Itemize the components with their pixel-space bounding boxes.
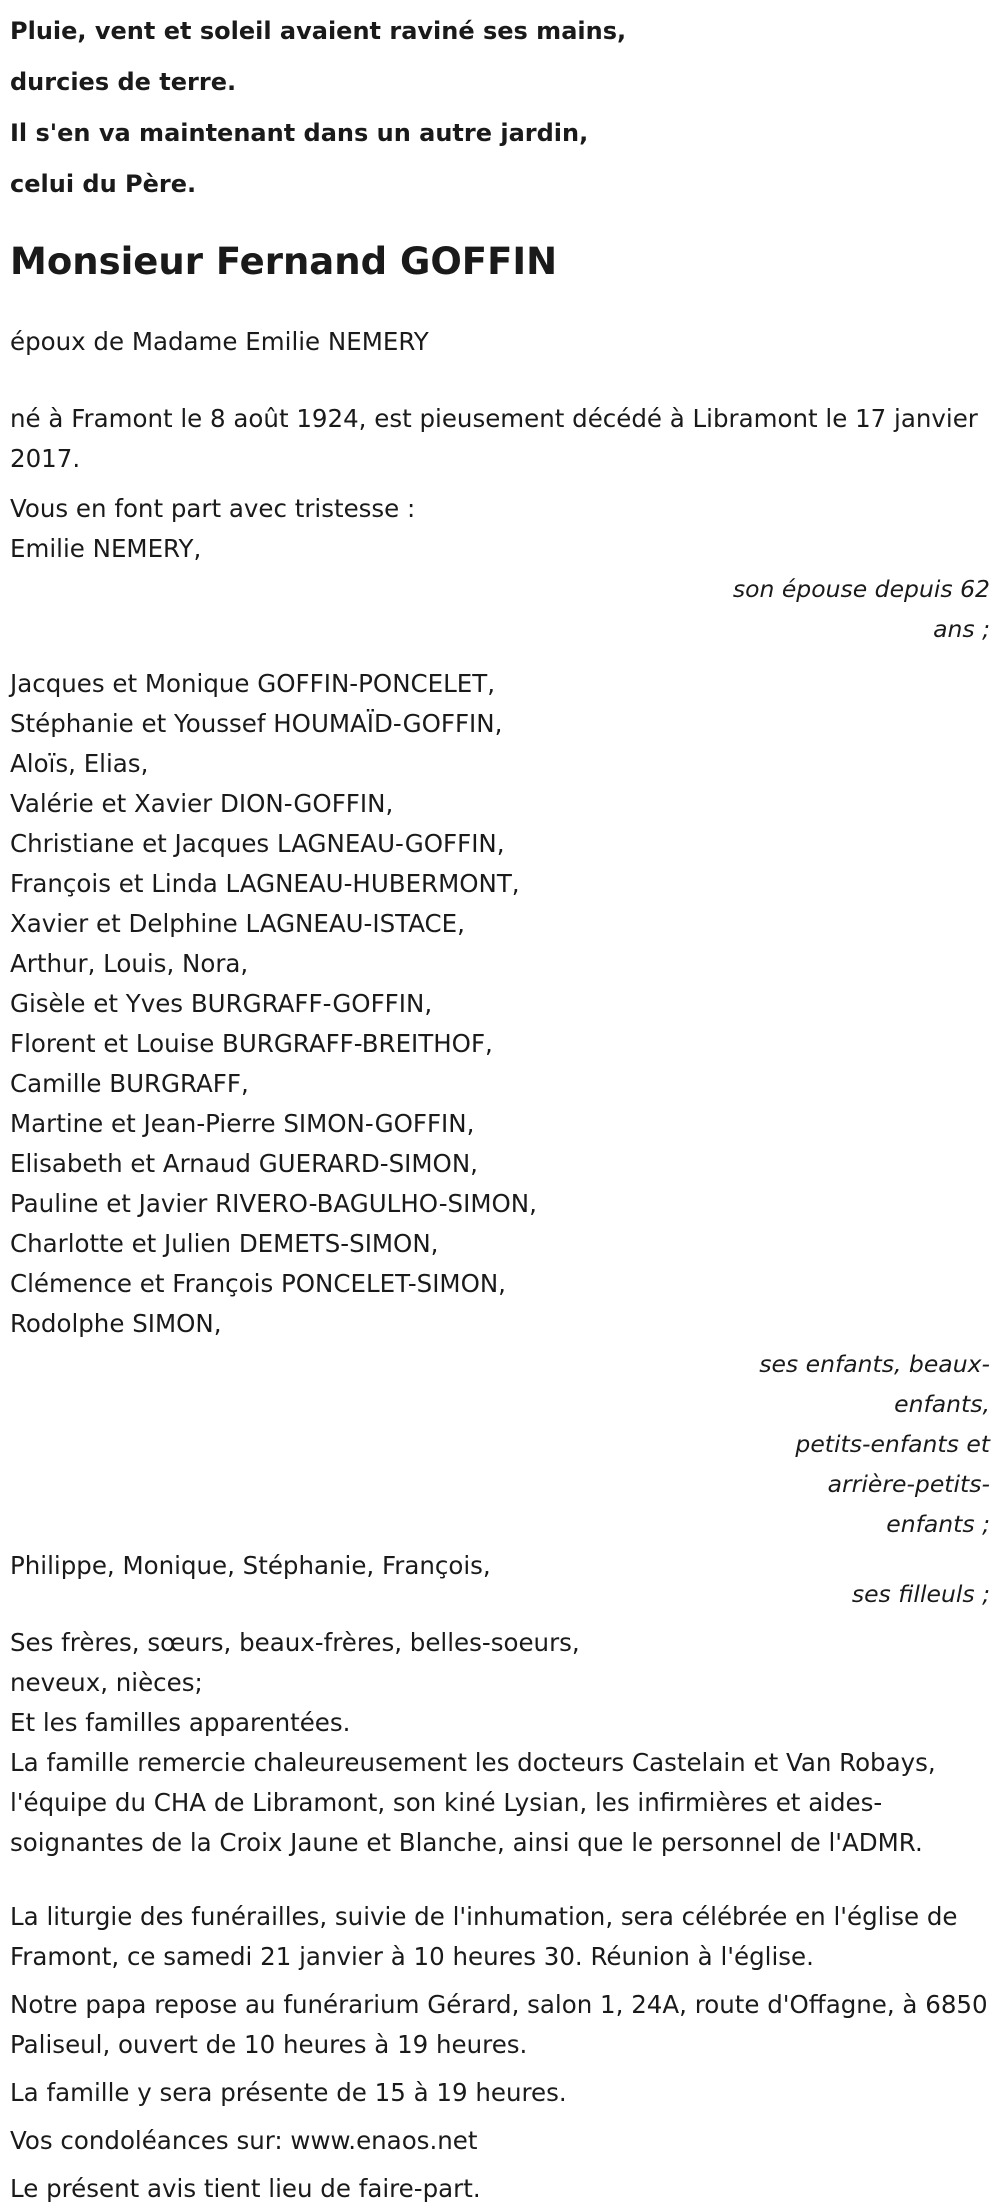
children-relation-line: enfants ; <box>886 1510 990 1538</box>
presence-paragraph: La famille y sera présente de 15 à 19 heures. <box>10 2078 567 2107</box>
children-relation-line: arrière-petits- <box>827 1470 990 1498</box>
godchildren-names: Philippe, Monique, Stéphanie, François, <box>10 1551 491 1580</box>
spouse-relation: son épouse depuis 62 ans ; <box>732 575 990 643</box>
poem-line: Pluie, vent et soleil avaient raviné ses mains, <box>10 17 627 45</box>
family-member: Arthur, Louis, Nora, <box>10 949 249 978</box>
children-relation <box>730 1344 990 1544</box>
family-list <box>10 664 990 1344</box>
deceased-name: Monsieur Fernand GOFFIN <box>10 240 558 283</box>
birth-death-line: né à Framont le 8 août 1924, est pieusement décédé à Libramont le 17 janvier 2017. <box>10 404 978 473</box>
poem <box>10 0 990 210</box>
children-relation-line: petits-enfants et <box>795 1430 990 1458</box>
family-member: Pauline et Javier RIVERO-BAGULHO-SIMON, <box>10 1189 537 1218</box>
family-member: Clémence et François PONCELET-SIMON, <box>10 1269 506 1298</box>
rest-paragraph: Notre papa repose au funérarium Gérard, salon 1, 24A, route d'Offagne, à 6850 Paliseul, ouvert de 10 heures à 19 heures. <box>10 1990 988 2059</box>
family-member: Valérie et Xavier DION-GOFFIN, <box>10 789 394 818</box>
siblings-block <box>10 1623 990 1743</box>
spouse-name: Emilie NEMERY, <box>10 534 202 563</box>
siblings-line: Ses frères, sœurs, beaux-frères, belles-soeurs, <box>10 1628 580 1657</box>
notice-paragraph: Le présent avis tient lieu de faire-part. <box>10 2174 481 2203</box>
godchildren-relation: ses filleuls ; <box>851 1580 990 1608</box>
poem-line: durcies de terre. <box>10 68 237 96</box>
family-member: Florent et Louise BURGRAFF-BREITHOF, <box>10 1029 493 1058</box>
family-member: Charlotte et Julien DEMETS-SIMON, <box>10 1229 439 1258</box>
family-member: Martine et Jean-Pierre SIMON-GOFFIN, <box>10 1109 475 1138</box>
poem-line: Il s'en va maintenant dans un autre jardin, <box>10 119 589 147</box>
family-member: Rodolphe SIMON, <box>10 1309 222 1338</box>
family-member: Aloïs, Elias, <box>10 749 149 778</box>
family-member: Xavier et Delphine LAGNEAU-ISTACE, <box>10 909 465 938</box>
family-member: Elisabeth et Arnaud GUERARD-SIMON, <box>10 1149 478 1178</box>
announcement-lead: Vous en font part avec tristesse : <box>10 494 416 523</box>
siblings-line: Et les familles apparentées. <box>10 1708 351 1737</box>
children-relation-line: ses enfants, beaux-enfants, <box>759 1350 990 1418</box>
family-member: Christiane et Jacques LAGNEAU-GOFFIN, <box>10 829 505 858</box>
spouse-line: époux de Madame Emilie NEMERY <box>10 327 429 356</box>
family-member: Camille BURGRAFF, <box>10 1069 249 1098</box>
family-member: Jacques et Monique GOFFIN-PONCELET, <box>10 669 495 698</box>
godchildren-block <box>10 1546 990 1614</box>
siblings-line: neveux, nièces; <box>10 1668 203 1697</box>
family-member: Stéphanie et Youssef HOUMAÏD-GOFFIN, <box>10 709 503 738</box>
liturgy-paragraph: La liturgie des funérailles, suivie de l'inhumation, sera célébrée en l'église de Framont, ce samedi 21 janvier à 10 heures 30. Réunion à l'église. <box>10 1902 958 1971</box>
poem-line: celui du Père. <box>10 170 197 198</box>
family-member: Gisèle et Yves BURGRAFF-GOFFIN, <box>10 989 433 1018</box>
condolences-paragraph: Vos condoléances sur: www.enaos.net <box>10 2126 478 2155</box>
family-member: François et Linda LAGNEAU-HUBERMONT, <box>10 869 520 898</box>
thanks-paragraph: La famille remercie chaleureusement les docteurs Castelain et Van Robays, l'équipe du CHA de Libramont, son kiné Lysian, les infirmières et aides-soignantes de la Croix Jaune et Blanche, ainsi que le personnel de l'ADMR. <box>10 1748 936 1857</box>
